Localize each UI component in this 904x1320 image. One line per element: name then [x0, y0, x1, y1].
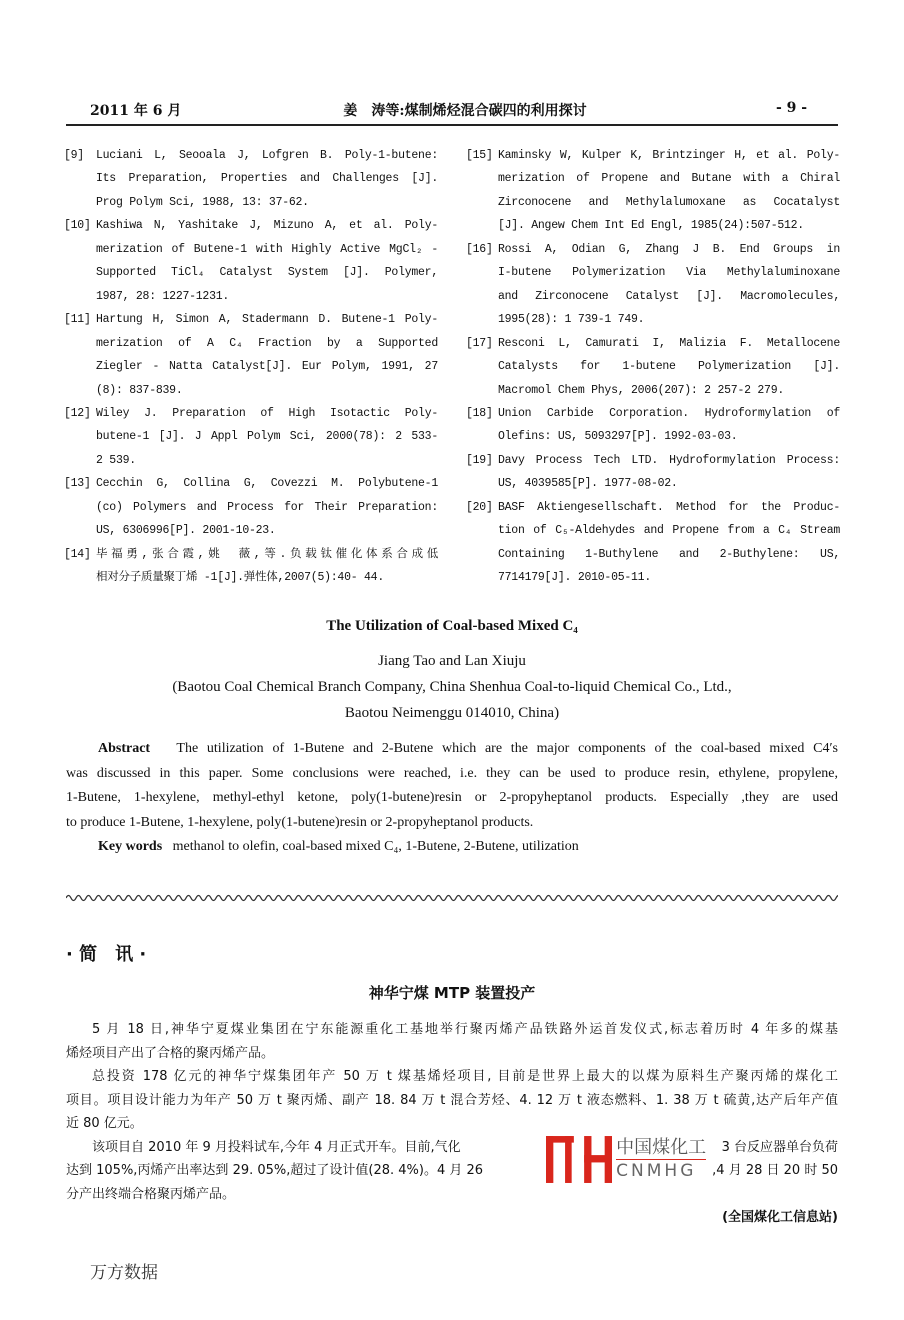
reference-text: 毕福勇,张合霞,姚 薇,等.负载钛催化体系合成低	[96, 547, 438, 561]
reference-line	[466, 402, 840, 425]
abstract	[66, 737, 838, 860]
news-line: 5 月 18 日,神华宁夏煤业集团在宁东能源重化工基地举行聚丙烯产品铁路外运首发仪式,标志着历时 4 年多的煤基	[92, 1022, 838, 1037]
reference-line: butene-1 [J]. J Appl Polym Sci, 2000(78): 2 533-	[96, 430, 438, 444]
reference-line: Catalysts for 1-butene Polymerization [J].	[498, 360, 840, 374]
reference-line	[64, 402, 438, 425]
reference-line: US, 4039585[P]. 1977-08-02.	[498, 477, 678, 491]
keywords: methanol to olefin, coal-based mixed C₄, 1-Butene, 2-Butene, utilization	[172, 839, 579, 854]
english-affiliation-1: (Baotou Coal Chemical Branch Company, China Shenhua Coal-to-liquid Chemical Co., Ltd.,	[172, 679, 732, 695]
wavy-divider	[66, 892, 838, 904]
reference-line: Prog Polym Sci, 1988, 13: 37-62.	[96, 195, 309, 209]
reference-line	[466, 144, 840, 167]
english-affiliation-2: Baotou Neimenggu 014010, China)	[344, 705, 560, 721]
reference-number: [11]	[64, 313, 91, 327]
reference-number: [9]	[64, 149, 84, 162]
header-running-title: 姜 涛等:煤制烯烃混合碳四的利用探讨	[343, 103, 587, 119]
reference-text: Luciani L, Seooala J, Lofgren B. Poly-1-butene:	[96, 149, 438, 162]
reference-line: 2 539.	[96, 453, 136, 467]
reference-line: [J]. Angew Chem Int Ed Engl, 1985(24):507-512.	[498, 219, 804, 233]
reference-line: US, 6306996[P]. 2001-10-23.	[96, 524, 276, 538]
news-body	[66, 1018, 838, 1230]
reference-line: Ziegler - Natta Catalyst[J]. Eur Polym, 1991, 27	[96, 360, 438, 374]
reference-number: [14]	[64, 547, 91, 561]
reference-line: 7714179[J]. 2010-05-11.	[498, 571, 651, 585]
reference-line: 1987, 28: 1227-1231.	[96, 289, 230, 303]
reference-number: [17]	[466, 336, 493, 350]
header-date: 2011 年 6 月	[90, 103, 182, 119]
reference-line	[64, 308, 438, 331]
reference-item	[64, 308, 438, 402]
reference-text: Davy Process Tech LTD. Hydroformylation Process:	[498, 453, 840, 467]
reference-line: Macromol Chem Phys, 2006(207): 2 257-2 279.	[498, 383, 784, 397]
news-line: 总投资 178 亿元的神华宁煤集团年产 50 万 t 煤基烯烃项目, 目前是世界上最大的以煤为原料生产聚丙烯的煤化工	[92, 1069, 838, 1084]
reference-line: Its Preparation, Properties and Challenges [J].	[96, 172, 438, 186]
reference-text: Kaminsky W, Kulper K, Brintzinger H, et al. Poly-	[498, 149, 840, 162]
reference-number: [20]	[466, 500, 493, 514]
reference-line	[466, 238, 840, 261]
reference-text: Resconi L, Camurati I, Malizia F. Metallocene	[498, 336, 840, 350]
reference-line: Containing 1-Buthylene and 2-Buthylene: US,	[498, 547, 840, 561]
news-line: 项目。项目设计能力为年产 50 万 t 聚丙烯、副产 18. 84 万 t 混合芳烃、4. 12 万 t 液态燃料、1. 38 万 t 硫黄,达产后年产值	[66, 1092, 838, 1108]
reference-number: [12]	[64, 406, 91, 420]
news-source: (全国煤化工信息站)	[722, 1210, 838, 1225]
english-title: The Utilization of Coal-based Mixed C₄	[326, 618, 578, 634]
news-line: ,4 月 28 日 20 时 50	[712, 1163, 838, 1178]
abstract-label: Abstract	[98, 741, 151, 756]
keywords-label: Key words	[98, 839, 163, 854]
cnmhg-watermark-logo	[546, 1136, 706, 1183]
reference-line	[64, 472, 438, 495]
watermark-cn-text: 中国煤化工	[616, 1136, 707, 1158]
reference-line: (8): 837-839.	[96, 383, 183, 397]
footer-source: 万方数据	[90, 1262, 158, 1283]
reference-item	[64, 543, 438, 590]
header-page-number: - 9 -	[776, 100, 808, 116]
abstract-line: 1-Butene, 1-hexylene, methyl-ethyl ketone, poly(1-butene)resin or 2-propyheptanol products. Especially ,they are used	[66, 790, 838, 805]
reference-line	[64, 543, 438, 566]
reference-number: [10]	[64, 219, 91, 233]
reference-line: Zirconocene and Methylalumoxane as Cocatalyst	[498, 195, 840, 209]
abstract-line: to produce 1-Butene, 1-hexylene, poly(1-butene)resin or 2-propyheptanol products.	[66, 814, 534, 830]
reference-line	[466, 496, 840, 519]
reference-item	[466, 449, 840, 496]
news-line: 3 台反应器单台负荷	[721, 1139, 838, 1155]
reference-item	[64, 402, 438, 472]
news-and-footer	[66, 1018, 838, 1283]
reference-line	[466, 332, 840, 355]
reference-item	[64, 214, 438, 308]
reference-line: and Zirconocene Catalyst [J]. Macromolecules,	[498, 289, 840, 303]
reference-number: [15]	[466, 149, 493, 162]
reference-text: Kashiwa N, Yashitake J, Mizuno A, et al. Poly-	[96, 219, 438, 233]
reference-number: [16]	[466, 242, 493, 256]
news-line: 近 80 亿元。	[66, 1116, 143, 1131]
reference-text: Hartung H, Simon A, Stadermann D. Butene-1 Poly-	[96, 313, 438, 327]
reference-text: Cecchin G, Collina G, Covezzi M. Polybutene-1	[96, 477, 438, 491]
reference-number: [18]	[466, 406, 493, 420]
news-line: 达到 105%,丙烯产出率达到 29. 05%,超过了设计值(28. 4%)。4 月 26	[66, 1163, 484, 1178]
reference-line: I-butene Polymerization Via Methylaluminoxane	[498, 266, 840, 280]
news-title: 神华宁煤 MTP 装置投产	[368, 984, 536, 1002]
english-authors: Jiang Tao and Lan Xiuju	[378, 653, 526, 669]
reference-text: Rossi A, Odian G, Zhang J B. End Groups in	[498, 242, 840, 256]
reference-item	[466, 332, 840, 402]
news-line: 分产出终端合格聚丙烯产品。	[66, 1186, 236, 1202]
abstract-line: was discussed in this paper. Some conclusions were reached, i.e. they can be used to produce resin, ethylene, propylene,	[66, 765, 838, 781]
reference-item	[466, 144, 840, 238]
reference-line: 相对分子质量聚丁烯 -1[J].弹性体,2007(5):40- 44.	[96, 571, 384, 585]
reference-item	[64, 472, 438, 542]
reference-item	[466, 496, 840, 590]
watermark-en-text: CNMHG	[616, 1160, 697, 1181]
reference-line	[64, 144, 438, 167]
reference-item	[64, 144, 438, 214]
reference-text: Wiley J. Preparation of High Isotactic Poly-	[96, 406, 438, 420]
news-line: 烯烃项目产出了合格的聚丙烯产品。	[66, 1045, 275, 1061]
wave-line	[66, 896, 838, 901]
references-right-column	[466, 144, 840, 590]
reference-line: tion of C₅-Aldehydes and Propene from a C₄ Stream	[498, 524, 840, 538]
reference-number: [19]	[466, 453, 493, 467]
reference-line: (co) Polymers and Process for Their Preparation:	[96, 500, 438, 514]
reference-line: 1995(28): 1 739-1 749.	[498, 313, 645, 327]
reference-line	[64, 214, 438, 237]
news-section-label: · 简 讯 ·	[66, 944, 147, 965]
reference-line: merization of Butene-1 with Highly Active MgCl₂ -	[96, 242, 438, 256]
header-rule	[66, 124, 838, 126]
reference-line: merization of A C₄ Fraction by a Supported	[96, 336, 438, 350]
reference-line: Supported TiCl₄ Catalyst System [J]. Polymer,	[96, 266, 438, 280]
references-left-column	[64, 144, 438, 590]
reference-text: BASF Aktiengesellschaft. Method for the Produc-	[498, 500, 840, 514]
reference-item	[466, 238, 840, 332]
news-logo-row	[66, 1136, 838, 1183]
reference-line: Olefins: US, 5093297[P]. 1992-03-03.	[498, 430, 738, 444]
reference-item	[466, 402, 840, 449]
reference-text: Union Carbide Corporation. Hydroformylation of	[498, 406, 840, 420]
mh-logo-icon	[546, 1136, 612, 1183]
abstract-line: The utilization of 1-Butene and 2-Butene which are the major components of the coal-based mixed C4′s	[176, 741, 838, 756]
reference-number: [13]	[64, 477, 91, 491]
reference-line	[466, 449, 840, 472]
news-line: 该项目自 2010 年 9 月投料试车,今年 4 月正式开车。目前,气化	[92, 1139, 461, 1155]
reference-line: merization of Propene and Butane with a Chiral	[498, 172, 840, 186]
